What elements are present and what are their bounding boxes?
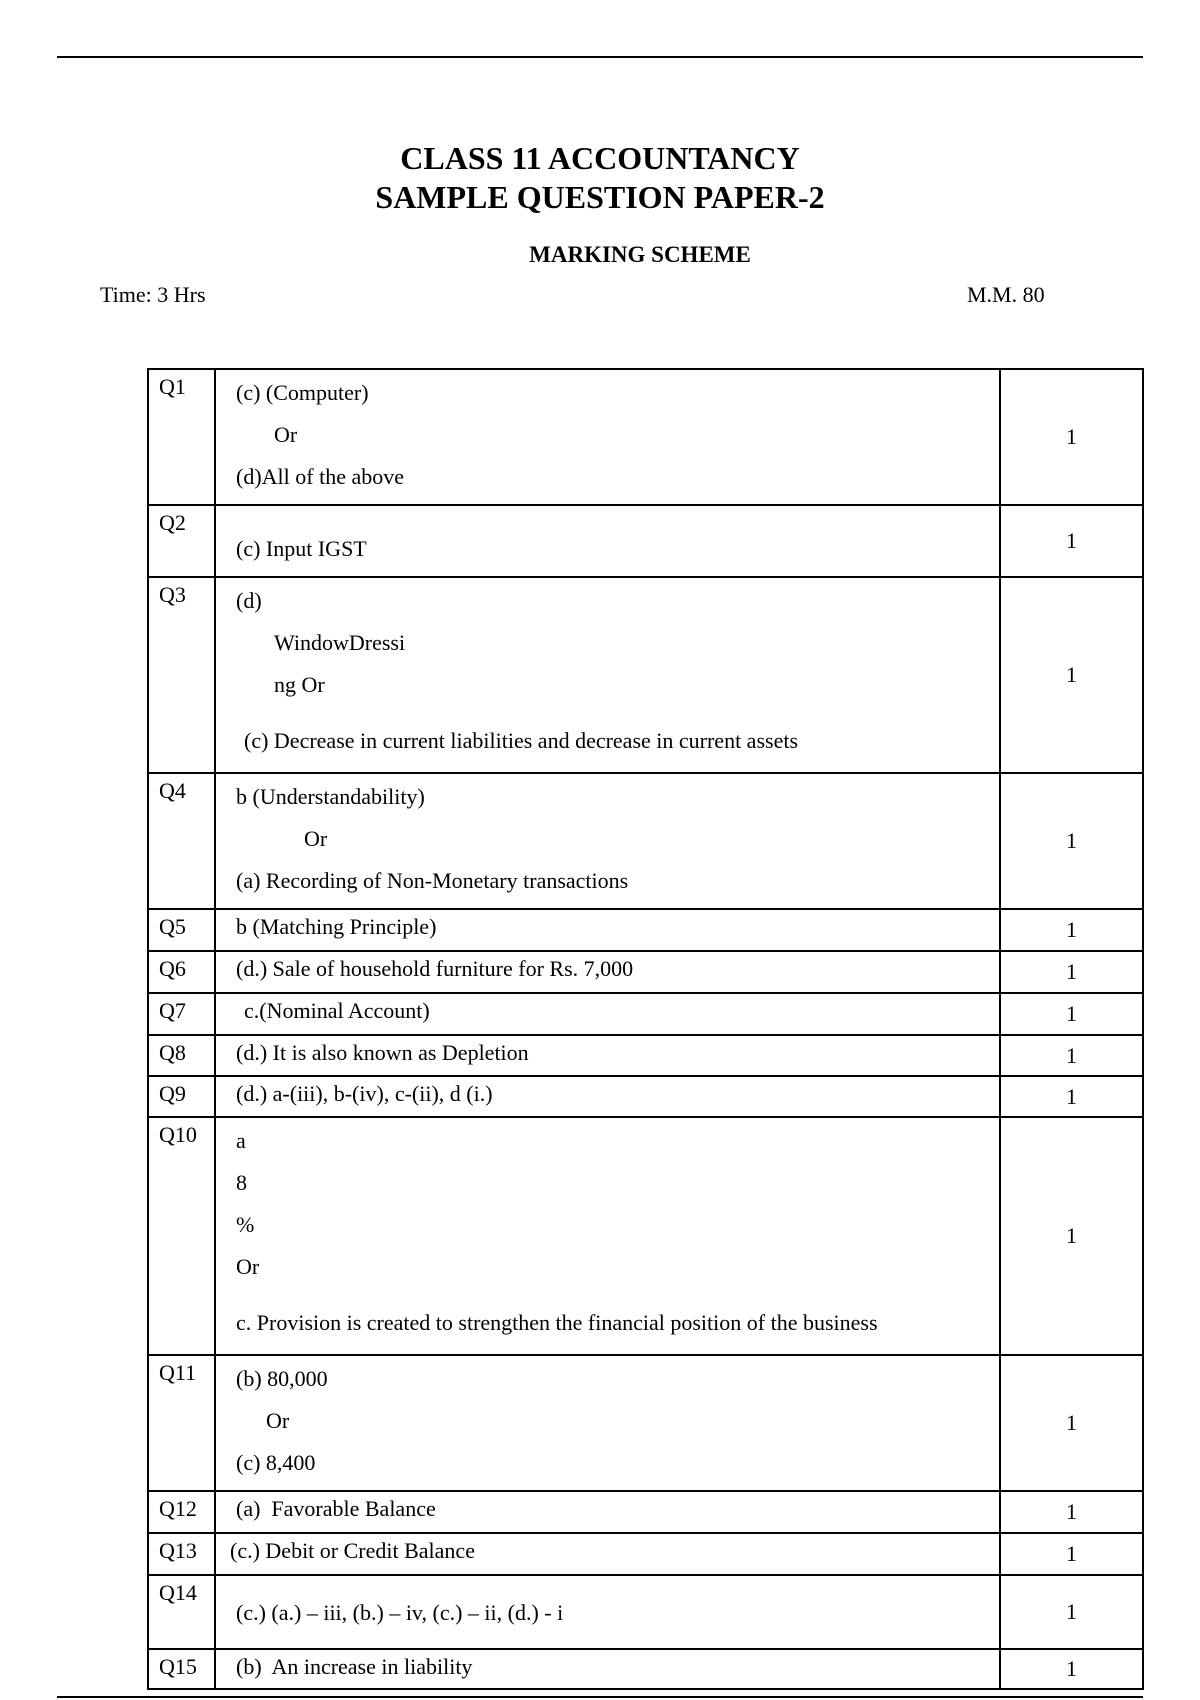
- answer-cell: [215, 1076, 1000, 1117]
- table-row: [148, 1076, 1143, 1117]
- answer-cell: [215, 1533, 1000, 1575]
- table-row: [148, 1649, 1143, 1689]
- answer-cell: [215, 993, 1000, 1035]
- table-row: [148, 1533, 1143, 1575]
- answer-cell: [215, 1117, 1000, 1355]
- answer-line: (c) Decrease in current liabilities and decrease in current assets: [244, 728, 799, 753]
- question-number: Q11: [148, 1355, 215, 1491]
- answer-line: Or: [236, 1254, 260, 1279]
- marks-cell: 1: [1000, 369, 1143, 505]
- table-row: [148, 369, 1143, 505]
- answer-cell: [215, 1035, 1000, 1076]
- answer-line: a: [236, 1128, 246, 1153]
- question-number: Q14: [148, 1575, 215, 1649]
- table-row: [148, 505, 1143, 577]
- question-number: Q1: [148, 369, 215, 505]
- answer-cell: [215, 1491, 1000, 1533]
- answer-line: (c.) Debit or Credit Balance: [230, 1538, 475, 1563]
- table-row: [148, 951, 1143, 993]
- marks-cell: 1: [1000, 1076, 1143, 1117]
- time-allowed: Time: 3 Hrs: [100, 282, 206, 307]
- table-row: [148, 1491, 1143, 1533]
- answer-cell: [215, 951, 1000, 993]
- answer-cell: [215, 505, 1000, 577]
- answer-cell: [215, 1649, 1000, 1689]
- question-number: Q9: [148, 1076, 215, 1117]
- table-row: [148, 577, 1143, 773]
- answer-line: c.(Nominal Account): [244, 998, 430, 1023]
- question-number: Q6: [148, 951, 215, 993]
- question-number: Q7: [148, 993, 215, 1035]
- question-number: Q3: [148, 577, 215, 773]
- marks-cell: 1: [1000, 773, 1143, 909]
- question-number: Q4: [148, 773, 215, 909]
- answer-line: c. Provision is created to strengthen the financial position of the business: [236, 1310, 878, 1335]
- answer-line: ng Or: [274, 672, 325, 697]
- table-row: [148, 993, 1143, 1035]
- question-number: Q5: [148, 909, 215, 951]
- answer-line: 8: [236, 1170, 247, 1195]
- marks-cell: 1: [1000, 1355, 1143, 1491]
- answer-line: b (Understandability): [236, 784, 425, 809]
- marks-cell: 1: [1000, 1035, 1143, 1076]
- marks-cell: 1: [1000, 951, 1143, 993]
- marks-cell: 1: [1000, 1575, 1143, 1649]
- answer-line: (c.) (a.) – iii, (b.) – iv, (c.) – ii, (d.) - i: [236, 1600, 564, 1625]
- marks-cell: 1: [1000, 1491, 1143, 1533]
- table-row: [148, 773, 1143, 909]
- bottom-rule: [57, 1696, 1143, 1698]
- answer-line: (a) Favorable Balance: [236, 1496, 436, 1521]
- marks-cell: 1: [1000, 909, 1143, 951]
- marks-cell: 1: [1000, 505, 1143, 577]
- page-title: CLASS 11 ACCOUNTANCY: [400, 140, 800, 176]
- answer-line: Or: [274, 422, 298, 447]
- question-number: Q2: [148, 505, 215, 577]
- answer-cell: [215, 1355, 1000, 1491]
- answer-cell: [215, 909, 1000, 951]
- answer-cell: [215, 1575, 1000, 1649]
- answer-line: (c) (Computer): [236, 380, 369, 405]
- answer-line: (d.) It is also known as Depletion: [236, 1040, 529, 1065]
- answer-line: b (Matching Principle): [236, 914, 437, 939]
- answer-line: (b) 80,000: [236, 1366, 328, 1391]
- answer-cell: [215, 773, 1000, 909]
- answer-line: (a) Recording of Non-Monetary transactions: [236, 868, 629, 893]
- answer-cell: [215, 577, 1000, 773]
- answer-line: (d.) Sale of household furniture for Rs. 7,000: [236, 956, 634, 981]
- marks-cell: 1: [1000, 577, 1143, 773]
- answer-line: Or: [266, 1408, 290, 1433]
- table-row: [148, 909, 1143, 951]
- answer-cell: [215, 369, 1000, 505]
- marking-scheme-table: [147, 368, 1144, 1690]
- top-rule: [57, 56, 1143, 58]
- answer-line: (b) An increase in liability: [236, 1654, 473, 1679]
- marks-cell: 1: [1000, 1649, 1143, 1689]
- table-row: [148, 1035, 1143, 1076]
- question-number: Q10: [148, 1117, 215, 1355]
- question-number: Q13: [148, 1533, 215, 1575]
- answer-line: (d.) a-(iii), b-(iv), c-(ii), d (i.): [236, 1081, 493, 1106]
- answer-line: (c) Input IGST: [236, 536, 367, 561]
- marking-scheme-heading: MARKING SCHEME: [529, 242, 751, 267]
- answer-line: Or: [304, 826, 328, 851]
- maximum-marks: M.M. 80: [967, 282, 1045, 307]
- answer-line: WindowDressi: [274, 630, 406, 655]
- page-subtitle: SAMPLE QUESTION PAPER-2: [375, 179, 825, 215]
- question-number: Q15: [148, 1649, 215, 1689]
- marks-cell: 1: [1000, 993, 1143, 1035]
- marks-cell: 1: [1000, 1117, 1143, 1355]
- table-row: [148, 1355, 1143, 1491]
- answer-line: %: [236, 1212, 255, 1237]
- question-number: Q8: [148, 1035, 215, 1076]
- table-row: [148, 1575, 1143, 1649]
- answer-line: (d): [236, 588, 262, 613]
- question-number: Q12: [148, 1491, 215, 1533]
- answer-line: (d)All of the above: [236, 464, 404, 489]
- table-row: [148, 1117, 1143, 1355]
- marks-cell: 1: [1000, 1533, 1143, 1575]
- answer-line: (c) 8,400: [236, 1450, 316, 1475]
